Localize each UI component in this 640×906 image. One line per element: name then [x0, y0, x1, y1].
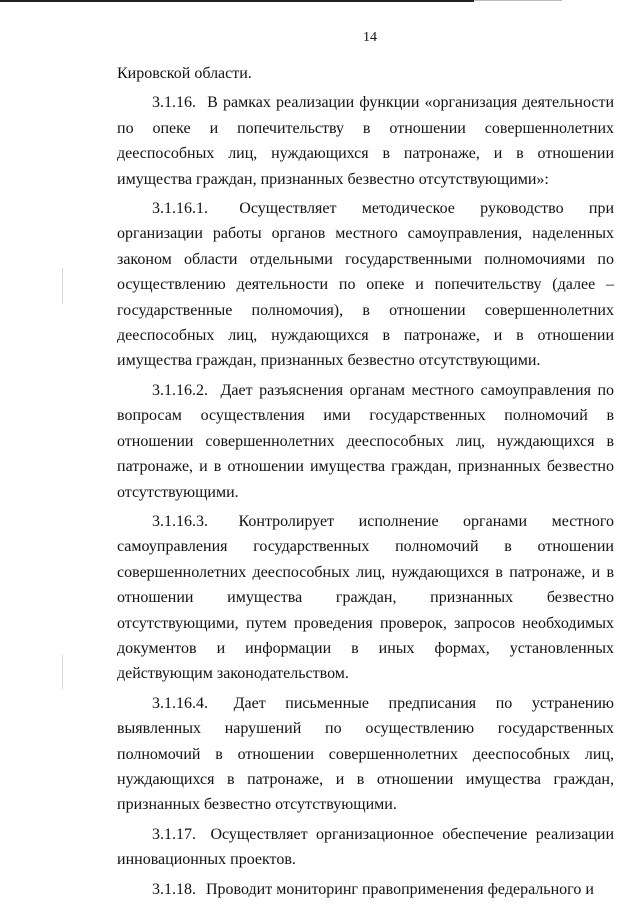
paragraph-3-1-18	[117, 877, 614, 902]
paragraph-text: Дает разъяснения органам местного самоуправления по вопросам осуществления ими государственных полномочий в отношении совершеннолетних дееспособных лиц, нуждающихся в патронаже, и в отношении имущества граждан, признанных безвестно отсутствующими.	[117, 381, 614, 501]
paragraph-number: 3.1.16.	[152, 94, 196, 112]
paragraph-3-1-16-2	[117, 378, 614, 505]
paragraph-text: Кировской области.	[117, 65, 252, 82]
paragraph-text: В рамках реализации функции «организация деятельности по опеке и попечительству в отношении совершеннолетних дееспособных лиц, нуждающихся в патронаже, и в отношении имущества граждан, признанных безвестно отсутствующими»:	[117, 94, 614, 188]
paragraph-number: 3.1.16.2.	[152, 381, 208, 399]
paragraph-text: Осуществляет организационное обеспечение реализации инновационных проектов.	[117, 825, 615, 869]
paragraph-number: 3.1.18.	[152, 880, 196, 898]
margin-scan-mark	[62, 655, 63, 689]
paragraph-3-1-16-4	[117, 691, 614, 818]
top-rule-tail	[474, 0, 562, 1]
page-number: 14	[363, 30, 377, 45]
paragraph-text: Проводит мониторинг правоприменения федерального и	[206, 880, 594, 898]
paragraph-3-1-16	[117, 90, 614, 192]
paragraph-number: 3.1.16.3.	[152, 512, 208, 530]
paragraph-number: 3.1.17.	[152, 825, 196, 843]
paragraph-text: Контролирует исполнение органами местного самоуправления государственных полномочий в отношении совершеннолетних дееспособных лиц, нуждающихся в патронаже, и в отношении имущества граждан, признанных безвестно отсутствующими, путем проведения проверок, запросов необходимых документов и информации в иных формах, установленных действующим законодательством.	[117, 512, 615, 683]
paragraph-3-1-17	[117, 822, 614, 873]
paragraph-text: Дает письменные предписания по устранению выявленных нарушений по осуществлению государственных полномочий в отношении совершеннолетних дееспособных лиц, нуждающихся в патронаже, и в отношении имущества граждан, признанных безвестно отсутствующими.	[117, 694, 614, 814]
paragraph-number: 3.1.16.4.	[152, 694, 208, 712]
paragraph-3-1-16-3	[117, 509, 614, 687]
paragraph-text: Осуществляет методическое руководство при организации работы органов местного самоуправления, наделенных законом области отдельными государственными полномочиями по осуществлению деятельности по опеке и попечительству (далее – государственные полномочия), в отношении совершеннолетних дееспособных лиц, нуждающихся в патронаже, и в отношении имущества граждан, признанных безвестно отсутствующими.	[117, 200, 614, 370]
document-body	[117, 61, 614, 906]
margin-scan-mark	[62, 268, 63, 304]
paragraph-continuation	[117, 61, 614, 86]
paragraph-number: 3.1.16.1.	[152, 200, 208, 218]
paragraph-3-1-16-1	[117, 196, 614, 374]
top-rule	[0, 0, 474, 2]
